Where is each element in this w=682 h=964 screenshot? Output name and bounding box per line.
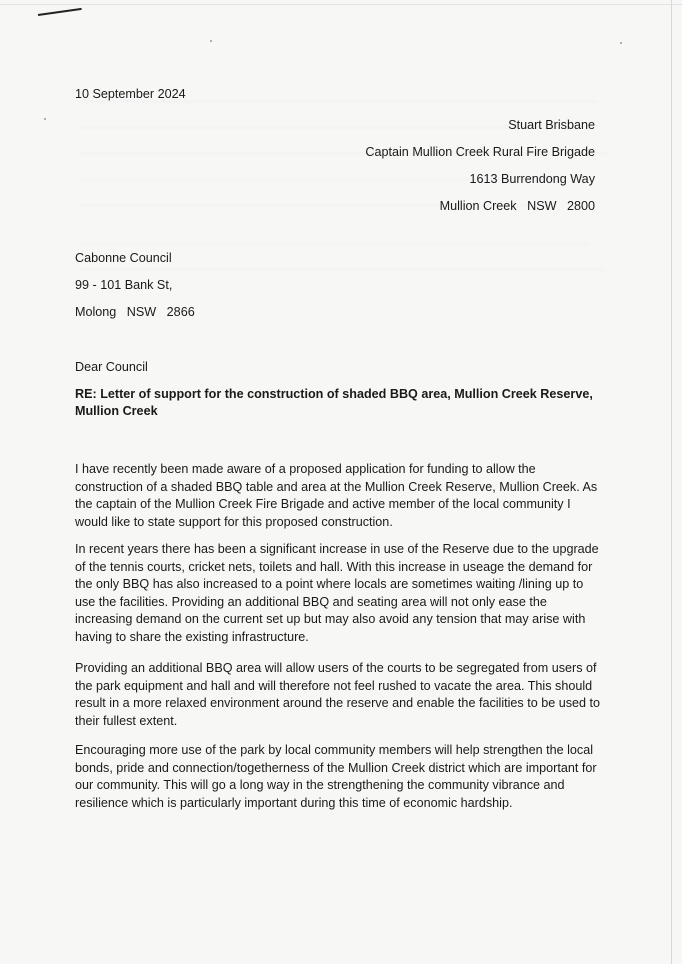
pen-mark bbox=[38, 8, 82, 16]
sender-title: Captain Mullion Creek Rural Fire Brigade bbox=[365, 145, 595, 159]
recipient-locality: Molong NSW 2866 bbox=[75, 305, 195, 319]
recipient-street: 99 - 101 Bank St, bbox=[75, 278, 173, 292]
scan-speck bbox=[44, 118, 46, 120]
letter-date: 10 September 2024 bbox=[75, 87, 186, 101]
subject-line: RE: Letter of support for the construction of shaded BBQ area, Mullion Creek Reserve, Mullion Creek bbox=[75, 387, 593, 418]
sender-locality: Mullion Creek NSW 2800 bbox=[439, 199, 595, 213]
body-paragraph: Providing an additional BBQ area will allow users of the courts to be segregated from users of the park equipment and hall and will therefore not feel rushed to vacate the area. This should result in a more relaxed environment around the reserve and enable the facilities to be used to their fullest extent. bbox=[75, 661, 601, 728]
scan-speck bbox=[620, 42, 622, 44]
salutation: Dear Council bbox=[75, 360, 148, 374]
scan-edge-top bbox=[0, 4, 682, 5]
body-paragraph: In recent years there has been a significant increase in use of the Reserve due to the upgrade of the tennis courts, cricket nets, toilets and hall. With this increase in useage the demand for the only BBQ has also increased to a point where locals are sometimes waiting /lining up to use the facilities. Providing an additional BBQ and seating area will not only ease the increasing demand on the current set up but may also avoid any tension that may arise with having to share the existing infrastructure. bbox=[75, 542, 599, 644]
body-paragraph: I have recently been made aware of a proposed application for funding to allow the construction of a shaded BBQ table and area at the Mullion Creek Reserve, Mullion Creek. As the captain of the Mullion Creek Fire Brigade and active member of the local community I would like to state support for this proposed construction. bbox=[75, 462, 598, 529]
sender-street: 1613 Burrendong Way bbox=[469, 172, 595, 186]
scan-speck bbox=[210, 40, 212, 42]
sender-name: Stuart Brisbane bbox=[508, 118, 595, 132]
scan-edge-right bbox=[671, 0, 672, 964]
recipient-name: Cabonne Council bbox=[75, 251, 172, 265]
body-paragraph: Encouraging more use of the park by local community members will help strengthen the local bonds, pride and connection/togetherness of the Mullion Creek district which are important for our community. This will go a long way in the strengthening the community vibrance and resilience which is particularly important during this time of economic hardship. bbox=[75, 743, 597, 810]
